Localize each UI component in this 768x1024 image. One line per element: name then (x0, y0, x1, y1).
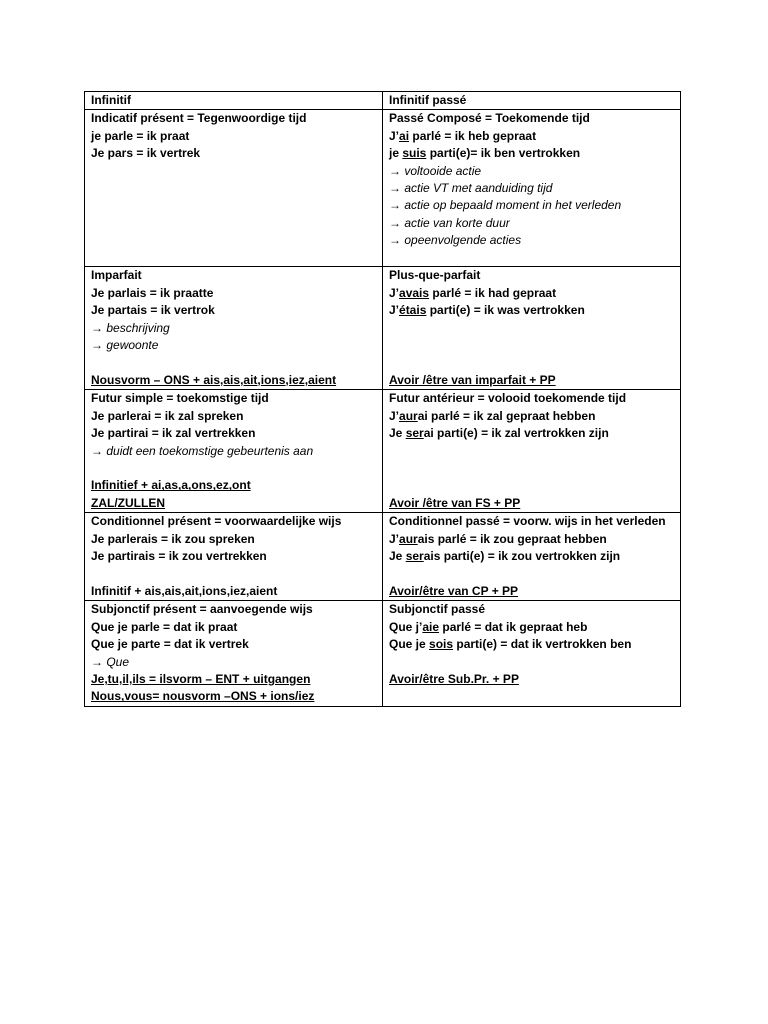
table-header-row (85, 92, 681, 110)
cell-subjonctif-passe (383, 601, 681, 706)
table-row (85, 110, 681, 267)
cell-conditionnel-passe (383, 513, 681, 601)
tense-title: Subjonctif passé (389, 602, 486, 617)
tense-title: Passé Composé = Toekomende tijd (389, 111, 590, 126)
example-line: Je parlerais = ik zou spreken (91, 531, 255, 546)
header-right-label: Infinitif passé (389, 93, 467, 107)
formation-rule: Avoir/être Sub.Pr. + PP (389, 672, 519, 687)
usage-note: → actie van korte duur (389, 215, 510, 230)
cell-futur-anterieur (383, 390, 681, 513)
example-line: Je partirais = ik zou vertrekken (91, 549, 267, 564)
tense-title: Conditionnel passé = voorw. wijs in het verleden (389, 514, 666, 529)
formation-rule: Nousvorm – ONS + ais,ais,ait,ions,iez,aient (91, 372, 337, 387)
formation-rule: Avoir /être van imparfait + PP (389, 372, 556, 387)
example-line: Je parlais = ik praatte (91, 285, 214, 300)
tense-title: Subjonctif présent = aanvoegende wijs (91, 602, 313, 617)
arrow-icon: → (389, 163, 401, 178)
example-line: J’aurais parlé = ik zou gepraat hebben (389, 531, 607, 546)
header-left-label: Infinitif (91, 93, 131, 107)
formation-rule: Avoir /être van FS + PP (389, 495, 521, 510)
arrow-icon: → (91, 338, 103, 353)
tense-title: Futur simple = toekomstige tijd (91, 391, 269, 406)
formation-rule: Infinitif + ais,ais,ait,ions,iez,aient (91, 584, 278, 599)
usage-note: → actie op bepaald moment in het verleden (389, 198, 622, 213)
example-line: Que je parte = dat ik vertrek (91, 637, 249, 652)
tense-title: Conditionnel présent = voorwaardelijke wijs (91, 514, 342, 529)
formation-rule: Nous,vous= nousvorm –ONS + ions/iez (91, 689, 315, 704)
usage-note: → gewoonte (91, 338, 159, 353)
example-line: Que je parle = dat ik praat (91, 619, 238, 634)
table-row (85, 390, 681, 513)
usage-note: → opeenvolgende acties (389, 233, 522, 248)
example-line: J’avais parlé = ik had gepraat (389, 285, 557, 300)
arrow-icon: → (389, 181, 401, 196)
usage-note: → beschrijving (91, 320, 170, 335)
conjugation-table (84, 91, 681, 707)
example-line: je suis parti(e)= ik ben vertrokken (389, 146, 581, 161)
example-line: J’étais parti(e) = ik was vertrokken (389, 303, 585, 318)
arrow-icon: → (389, 215, 401, 230)
formation-rule: Infinitief + ai,as,a,ons,ez,ont (91, 478, 251, 493)
example-line: Je partais = ik vertrok (91, 303, 215, 318)
cell-futur-simple (85, 390, 383, 513)
example-line: Je serai parti(e) = ik zal vertrokken zijn (389, 426, 609, 441)
example-line: J’aurai parlé = ik zal gepraat hebben (389, 408, 596, 423)
arrow-icon: → (389, 233, 401, 248)
tense-title: Futur antérieur = volooid toekomende tijd (389, 391, 627, 406)
usage-note: → actie VT met aanduiding tijd (389, 181, 553, 196)
usage-note: → duidt een toekomstige gebeurtenis aan (91, 443, 314, 458)
formation-rule: ZAL/ZULLEN (91, 495, 165, 510)
arrow-icon: → (91, 320, 103, 335)
example-line: Je parlerai = ik zal spreken (91, 408, 244, 423)
table-row (85, 601, 681, 706)
cell-passe-compose (383, 110, 681, 267)
table-row (85, 267, 681, 390)
example-line: Je partirai = ik zal vertrekken (91, 426, 256, 441)
cell-indicatif-present (85, 110, 383, 267)
table-row (85, 513, 681, 601)
example-line: Que j’aie parlé = dat ik gepraat heb (389, 619, 588, 634)
cell-plus-que-parfait (383, 267, 681, 390)
example-line: je parle = ik praat (91, 128, 190, 143)
tense-title: Plus-que-parfait (389, 268, 481, 283)
example-line: Que je sois parti(e) = dat ik vertrokken ben (389, 637, 632, 652)
example-line: Je pars = ik vertrek (91, 146, 201, 161)
cell-imparfait (85, 267, 383, 390)
header-infinitif-passe (383, 92, 681, 110)
usage-note: → Que (91, 654, 130, 669)
arrow-icon: → (91, 443, 103, 458)
header-infinitif (85, 92, 383, 110)
cell-conditionnel-present (85, 513, 383, 601)
formation-rule: Avoir/être van CP + PP (389, 584, 519, 599)
cell-subjonctif-present (85, 601, 383, 706)
tense-title: Indicatif présent = Tegenwoordige tijd (91, 111, 307, 126)
arrow-icon: → (91, 654, 103, 669)
example-line: Je serais parti(e) = ik zou vertrokken zijn (389, 549, 621, 564)
formation-rule: Je,tu,il,ils = ilsvorm – ENT + uitgangen (91, 672, 311, 687)
usage-note: → voltooide actie (389, 163, 482, 178)
arrow-icon: → (389, 198, 401, 213)
example-line: J’ai parlé = ik heb gepraat (389, 128, 537, 143)
tense-title: Imparfait (91, 268, 142, 283)
